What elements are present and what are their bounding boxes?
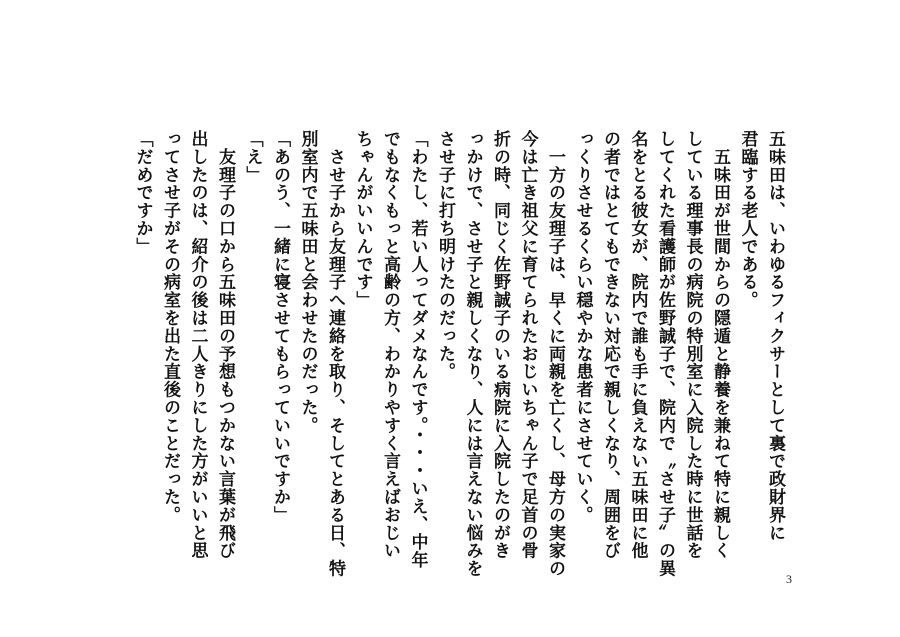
dialogue-line: 「え」 — [242, 130, 263, 184]
dialogue-line: 「だめですか」 — [132, 130, 153, 256]
text-line: 名をとる彼女が、院内で誰も手に負えない五味田に他 — [627, 130, 648, 560]
text-line: っかけで、させ子と親しくなり、人には言えない悩みを — [462, 130, 483, 578]
vertical-text-body — [132, 130, 788, 578]
text-line: 折の時、同じく佐野誠子のいる病院に入院したのがき — [490, 130, 510, 560]
text-line: っくりさせるくらい穏やかな患者にさせていく。 — [572, 130, 593, 524]
page-number: 3 — [786, 572, 792, 586]
dialogue-line: でもなくもっと高齢の方、わかりやすく言えばおじい — [380, 130, 400, 560]
text-line: 友理子の口から五味田の予想もつかない言葉が飛び — [215, 130, 235, 560]
dialogue-line: 「あのう、一緒に寝させてもらっていいですか」 — [270, 130, 290, 524]
text-line: 五味田が世間からの隠遁と静養を兼ねて特に親しく — [710, 130, 730, 560]
text-line: している理事長の病院の特別室に入院した時に世話を — [682, 130, 703, 560]
text-line: させ子に打ち明けたのだった。 — [435, 130, 455, 381]
dialogue-line: ちゃんがいいんです」 — [352, 130, 373, 309]
text-line: させ子から友理子へ連絡を取り、そしてとある日、特 — [325, 130, 345, 578]
text-line: 別室内で五味田と会わせたのだった。 — [297, 130, 318, 435]
text-line: してくれた看護師が佐野誠子で、院内で〝させ子〟の異 — [655, 130, 675, 578]
text-line: ってさせ子がその病室を出た直後のことだった。 — [160, 130, 180, 524]
text-line: 君臨する老人である。 — [737, 130, 758, 309]
text-line: 五味田は、いわゆるフィクサーとして裏で政財界に — [765, 130, 785, 542]
text-line: の者ではとてもできない対応で親しくなり、周囲をび — [600, 130, 620, 560]
text-line: 一方の友理子は、早くに両親を亡くし、母方の実家の — [545, 130, 565, 578]
dialogue-line: 「わたし、若い人ってダメなんです。・・・いえ、中年 — [407, 130, 428, 569]
text-line: 今は亡き祖父に育てられたおじいちゃん子で足首の骨 — [517, 130, 538, 560]
text-line: 出したのは、紹介の後は二人きりにした方がいいと思 — [187, 130, 208, 560]
